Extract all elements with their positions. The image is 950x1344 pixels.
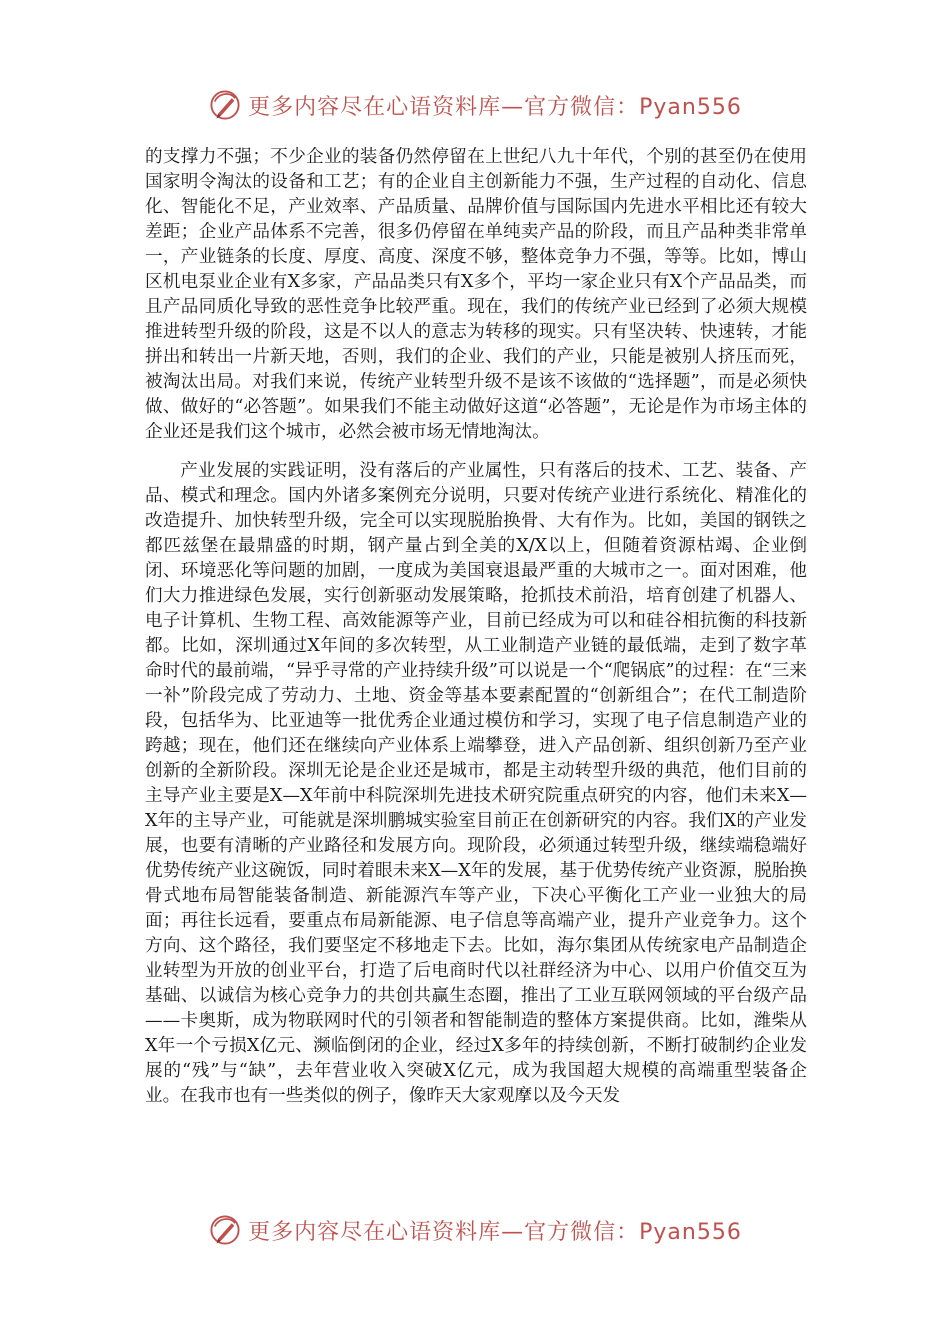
footer-banner bbox=[0, 1205, 950, 1255]
pen-heart-logo-icon bbox=[208, 88, 242, 122]
header-banner-text: 更多内容尽在心语资料库—官方微信：Pyan556 bbox=[248, 94, 742, 120]
document-body bbox=[145, 145, 807, 1109]
paragraph-1: 的支撑力不强；不少企业的装备仍然停留在上世纪八九十年代，个别的甚至仍在使用国家明令淘汰的设备和工艺；有的企业自主创新能力不强，生产过程的自动化、信息化、智能化不足，产业效率、产品质量、品牌价值与国际国内先进水平相比还有较大差距；企业产品体系不完善，很多仍停留在单纯卖产品的阶段，而且产品种类非常单一，产业链条的长度、厚度、高度、深度不够，整体竞争力不强，等等。比如，博山区机电泵业企业有X多家，产品品类只有X多个，平均一家企业只有X个产品品类，而且产品同质化导致的恶性竞争比较严重。现在，我们的传统产业已经到了必须大规模推进转型升级的阶段，这是不以人的意志为转移的现实。只有坚决转、快速转，才能拼出和转出一片新天地，否则，我们的企业、我们的产业，只能是被别人挤压而死，被淘汰出局。对我们来说，传统产业转型升级不是该不该做的“选择题”，而是必须快做、做好的“必答题”。如果我们不能主动做好这道“必答题”，无论是作为市场主体的企业还是我们这个城市，必然会被市场无情地淘汰。 bbox=[145, 147, 807, 442]
header-banner bbox=[0, 80, 950, 130]
pen-heart-logo-icon bbox=[208, 1213, 242, 1247]
footer-banner-text: 更多内容尽在心语资料库—官方微信：Pyan556 bbox=[248, 1219, 742, 1245]
paragraph-2: 产业发展的实践证明，没有落后的产业属性，只有落后的技术、工艺、装备、产品、模式和理念。国内外诸多案例充分说明，只要对传统产业进行系统化、精准化的改造提升、加快转型升级，完全可以实现脱胎换骨、大有作为。比如，美国的钢铁之都匹兹堡在最鼎盛的时期，钢产量占到全美的X/X以上，但随着资源枯竭、企业倒闭、环境恶化等问题的加剧，一度成为美国衰退最严重的大城市之一。面对困难，他们大力推进绿色发展，实行创新驱动发展策略，抢抓技术前沿，培育创建了机器人、电子计算机、生物工程、高效能源等产业，目前已经成为可以和硅谷相抗衡的科技新都。比如，深圳通过X年间的多次转型，从工业制造产业链的最低端，走到了数字革命时代的最前端，“异乎寻常的产业持续升级”可以说是一个“爬锅底”的过程：在“三来一补”阶段完成了劳动力、土地、资金等基本要素配置的“创新组合”；在代工制造阶段，包括华为、比亚迪等一批优秀企业通过模仿和学习，实现了电子信息制造产业的跨越；现在，他们还在继续向产业体系上端攀登，进入产品创新、组织创新乃至产业创新的全新阶段。深圳无论是企业还是城市，都是主动转型升级的典范，他们目前的主导产业主要是X—X年前中科院深圳先进技术研究院重点研究的内容，他们未来X—X年的主导产业，可能就是深圳鹏城实验室目前正在创新研究的内容。我们X的产业发展，也要有清晰的产业路径和发展方向。现阶段，必须通过转型升级，继续端稳端好优势传统产业这碗饭，同时着眼未来X—X年的发展，基于优势传统产业资源，脱胎换骨式地布局智能装备制造、新能源汽车等产业，下决心平衡化工产业一业独大的局面；再往长远看，要重点布局新能源、电子信息等高端产业，提升产业竞争力。这个方向、这个路径，我们要坚定不移地走下去。比如，海尔集团从传统家电产品制造企业转型为开放的创业平台，打造了后电商时代以社群经济为中心、以用户价值交互为基础、以诚信为核心竞争力的共创共赢生态圈，推出了工业互联网领域的平台级产品——卡奥斯，成为物联网时代的引领者和智能制造的整体方案提供商。比如，潍柴从X年一个亏损X亿元、濒临倒闭的企业，经过X多年的持续创新，不断打破制约企业发展的“残”与“缺”，去年营业收入突破X亿元，成为我国超大规模的高端重型装备企业。在我市也有一些类似的例子，像昨天大家观摩以及今天发 bbox=[145, 461, 807, 1106]
